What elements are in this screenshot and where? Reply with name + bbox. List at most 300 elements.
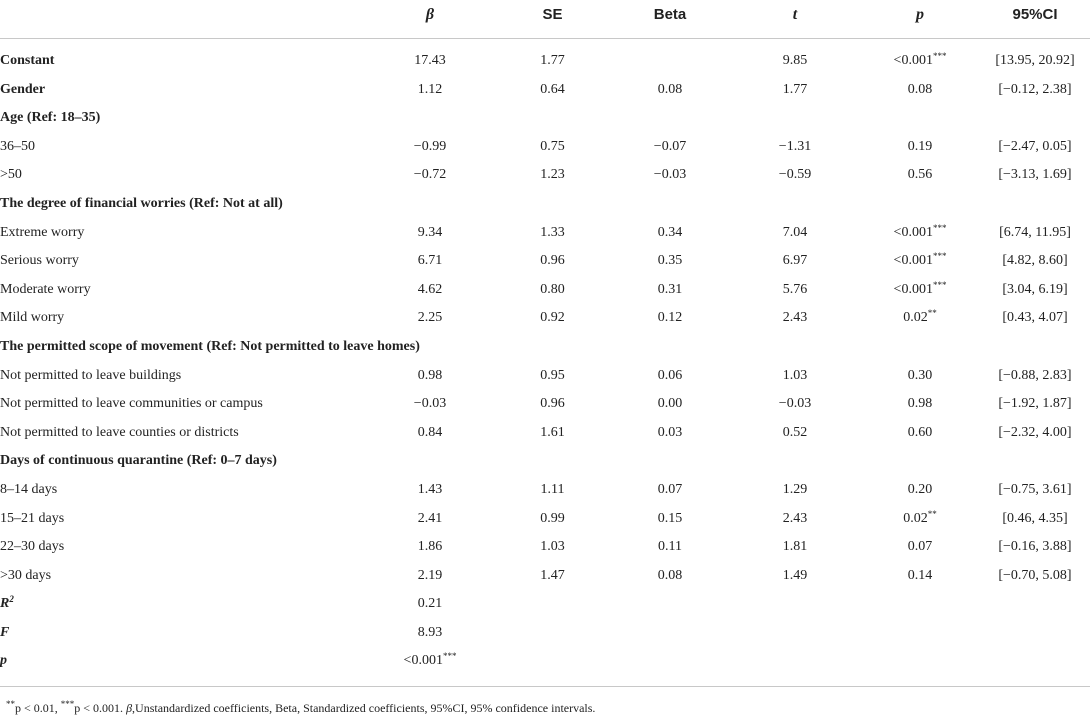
- table-row: [0, 419, 1090, 448]
- significance-stars: ***: [932, 222, 947, 233]
- cell-beta-std-value: 0.34: [657, 224, 683, 240]
- cell-se: [495, 161, 610, 190]
- table-row: [0, 562, 1090, 591]
- cell-p: [860, 276, 980, 305]
- cell-p: [860, 76, 980, 105]
- cell-p: [860, 219, 980, 248]
- cell-ci-value: [−0.88, 2.83]: [998, 367, 1072, 383]
- row-label-text: Mild worry: [0, 310, 65, 326]
- cell-t: [730, 476, 860, 505]
- cell-beta-unstd: [365, 619, 495, 648]
- cell-beta-std: [610, 590, 730, 619]
- cell-se: [495, 133, 610, 162]
- cell-p-value: 0.08: [907, 81, 933, 97]
- cell-p: [860, 505, 980, 534]
- cell-t: [730, 419, 860, 448]
- row-label: [0, 476, 365, 505]
- cell-t-value: 0.52: [782, 424, 808, 440]
- cell-t-value: 6.97: [782, 253, 808, 269]
- row-label: [0, 39, 365, 76]
- row-label: [0, 161, 365, 190]
- cell-beta-std: [610, 304, 730, 333]
- cell-se-value: 1.61: [540, 424, 565, 440]
- cell-t: [730, 505, 860, 534]
- cell-p-value: 0.60: [907, 424, 933, 440]
- cell-t: [730, 39, 860, 76]
- cell-ci: [980, 247, 1090, 276]
- cell-beta-std: [610, 104, 730, 133]
- cell-t-value: 5.76: [782, 281, 808, 297]
- cell-beta-std-value: −0.07: [653, 138, 687, 154]
- header-se: SE: [495, 0, 610, 39]
- cell-ci: [980, 619, 1090, 648]
- cell-se: [495, 647, 610, 686]
- cell-ci-value: [−0.12, 2.38]: [998, 81, 1072, 97]
- cell-ci-value: [−0.16, 3.88]: [998, 539, 1072, 555]
- cell-p: [860, 447, 980, 476]
- cell-t-value: 1.29: [782, 481, 808, 497]
- cell-beta-std: [610, 447, 730, 476]
- significance-stars: ***: [932, 251, 947, 262]
- cell-t-value: −0.03: [778, 396, 812, 412]
- table-row: [0, 76, 1090, 105]
- cell-ci: [980, 304, 1090, 333]
- cell-t-value: 9.85: [782, 53, 808, 68]
- cell-beta-unstd-value: 0.21: [417, 596, 443, 612]
- cell-p: [860, 419, 980, 448]
- table-row: [0, 505, 1090, 534]
- cell-p: [860, 161, 980, 190]
- table-row: [0, 476, 1090, 505]
- cell-se: [495, 590, 610, 619]
- row-label-text: Age (Ref: 18–35): [0, 110, 101, 126]
- cell-ci-value: [13.95, 20.92]: [995, 53, 1075, 68]
- cell-ci-value: [−2.47, 0.05]: [998, 138, 1072, 154]
- cell-beta-std: [610, 247, 730, 276]
- cell-p: [860, 247, 980, 276]
- cell-beta-unstd: [365, 190, 495, 219]
- header-variable: [0, 0, 365, 39]
- cell-se-value: 1.11: [540, 481, 565, 497]
- cell-ci: [980, 104, 1090, 133]
- cell-ci-value: [4.82, 8.60]: [1002, 253, 1068, 269]
- cell-se: [495, 533, 610, 562]
- table-row: [0, 104, 1090, 133]
- cell-se-value: 0.96: [540, 253, 565, 269]
- row-label-text: The degree of financial worries (Ref: Not at all): [0, 195, 283, 211]
- cell-ci: [980, 590, 1090, 619]
- cell-ci-value: [0.43, 4.07]: [1002, 310, 1068, 326]
- cell-beta-std: [610, 333, 730, 362]
- table-row: [0, 39, 1090, 76]
- cell-ci: [980, 447, 1090, 476]
- table-row: [0, 647, 1090, 686]
- cell-se-value: 1.03: [540, 539, 565, 555]
- cell-beta-std: [610, 419, 730, 448]
- cell-p-value: 0.98: [907, 396, 933, 412]
- cell-p-value: <0.001: [893, 281, 933, 297]
- cell-ci: [980, 276, 1090, 305]
- cell-se-value: 0.99: [540, 510, 565, 526]
- table-row: [0, 619, 1090, 648]
- cell-beta-unstd-value: <0.001: [403, 653, 443, 669]
- cell-t: [730, 247, 860, 276]
- table-row: [0, 362, 1090, 391]
- row-label-text: Not permitted to leave communities or campus: [0, 396, 263, 412]
- cell-beta-std-value: 0.31: [657, 281, 683, 297]
- row-label-text: Moderate worry: [0, 281, 91, 297]
- cell-ci: [980, 476, 1090, 505]
- table-header-row: [0, 0, 1090, 39]
- table-row: [0, 533, 1090, 562]
- cell-se: [495, 619, 610, 648]
- cell-beta-std: [610, 161, 730, 190]
- cell-beta-unstd: [365, 390, 495, 419]
- cell-beta-unstd: [365, 533, 495, 562]
- cell-beta-unstd-value: 4.62: [417, 281, 443, 297]
- row-label: [0, 219, 365, 248]
- cell-se-value: 0.75: [540, 138, 565, 154]
- cell-se-value: 0.92: [540, 310, 565, 326]
- row-label: [0, 304, 365, 333]
- row-label-text: 22–30 days: [0, 539, 65, 555]
- cell-se-value: 0.95: [540, 367, 565, 383]
- cell-se: [495, 104, 610, 133]
- cell-beta-std: [610, 619, 730, 648]
- cell-t: [730, 190, 860, 219]
- cell-p: [860, 333, 980, 362]
- table-row: [0, 247, 1090, 276]
- cell-p: [860, 390, 980, 419]
- cell-beta-std-value: 0.07: [657, 481, 683, 497]
- cell-beta-unstd-value: 9.34: [417, 224, 443, 240]
- cell-se: [495, 219, 610, 248]
- cell-t: [730, 219, 860, 248]
- table-row: [0, 133, 1090, 162]
- cell-ci: [980, 333, 1090, 362]
- header-ci: 95%CI: [980, 0, 1090, 39]
- cell-beta-unstd: [365, 219, 495, 248]
- footnote-part2: p < 0.001.: [74, 701, 127, 715]
- cell-se-value: 0.96: [540, 396, 565, 412]
- cell-se: [495, 247, 610, 276]
- cell-ci-value: [−2.32, 4.00]: [998, 424, 1072, 440]
- cell-beta-unstd: [365, 104, 495, 133]
- cell-t: [730, 590, 860, 619]
- cell-t: [730, 133, 860, 162]
- cell-beta-std: [610, 476, 730, 505]
- cell-beta-unstd-value: 1.86: [417, 539, 443, 555]
- cell-beta-unstd: [365, 247, 495, 276]
- cell-t-value: −0.59: [778, 167, 812, 183]
- cell-ci: [980, 362, 1090, 391]
- cell-p: [860, 104, 980, 133]
- row-label: [0, 647, 365, 686]
- cell-p: [860, 476, 980, 505]
- cell-p: [860, 647, 980, 686]
- cell-p: [860, 562, 980, 591]
- cell-p: [860, 190, 980, 219]
- row-label: [0, 390, 365, 419]
- cell-beta-std-value: 0.11: [658, 539, 682, 555]
- cell-t: [730, 647, 860, 686]
- cell-se-value: 0.80: [540, 281, 565, 297]
- row-label: [0, 362, 365, 391]
- cell-beta-unstd-value: 8.93: [417, 624, 443, 640]
- cell-beta-unstd: [365, 76, 495, 105]
- row-label: [0, 247, 365, 276]
- table-row: [0, 333, 1090, 362]
- cell-t-value: 1.81: [782, 539, 808, 555]
- row-label-text: Serious worry: [0, 253, 79, 269]
- cell-p: [860, 619, 980, 648]
- cell-ci: [980, 190, 1090, 219]
- cell-t: [730, 390, 860, 419]
- cell-ci: [980, 647, 1090, 686]
- cell-se: [495, 447, 610, 476]
- cell-beta-std: [610, 647, 730, 686]
- cell-t-value: 1.77: [782, 81, 808, 97]
- cell-ci: [980, 76, 1090, 105]
- cell-p: [860, 533, 980, 562]
- table-row: [0, 390, 1090, 419]
- cell-beta-unstd: [365, 562, 495, 591]
- cell-beta-unstd-value: 0.98: [417, 367, 443, 383]
- cell-ci: [980, 219, 1090, 248]
- cell-beta-unstd: [365, 133, 495, 162]
- row-label-text: F: [0, 624, 10, 640]
- cell-beta-unstd-value: 0.84: [417, 424, 443, 440]
- row-label: [0, 133, 365, 162]
- cell-beta-unstd-value: 2.41: [417, 510, 443, 526]
- cell-se: [495, 190, 610, 219]
- cell-beta-std-value: 0.12: [657, 310, 683, 326]
- row-label-text: Not permitted to leave buildings: [0, 367, 182, 383]
- header-beta-unstd: β: [365, 0, 495, 39]
- cell-se: [495, 390, 610, 419]
- row-label: [0, 619, 365, 648]
- cell-ci-value: [−0.75, 3.61]: [998, 481, 1072, 497]
- cell-beta-unstd: [365, 276, 495, 305]
- cell-beta-std-value: 0.00: [657, 396, 683, 412]
- cell-p-value: <0.001: [893, 253, 933, 269]
- cell-beta-unstd: [365, 647, 495, 686]
- cell-ci: [980, 562, 1090, 591]
- table-row: [0, 304, 1090, 333]
- cell-beta-std: [610, 133, 730, 162]
- cell-ci: [980, 505, 1090, 534]
- cell-beta-unstd-value: 6.71: [417, 253, 443, 269]
- row-label-text: Extreme worry: [0, 224, 85, 240]
- cell-beta-unstd-value: 1.12: [417, 81, 443, 97]
- cell-beta-std: [610, 276, 730, 305]
- cell-beta-std-value: 0.08: [657, 567, 683, 583]
- cell-t-value: −1.31: [778, 138, 812, 154]
- row-label-superscript: 2: [9, 594, 14, 605]
- header-p: p: [860, 0, 980, 39]
- cell-beta-unstd: [365, 590, 495, 619]
- cell-t-value: 7.04: [782, 224, 808, 240]
- cell-beta-std: [610, 505, 730, 534]
- cell-ci: [980, 39, 1090, 76]
- cell-se: [495, 505, 610, 534]
- cell-t-value: 1.03: [782, 367, 808, 383]
- cell-t: [730, 161, 860, 190]
- cell-t: [730, 333, 860, 362]
- cell-beta-std-value: 0.06: [657, 367, 683, 383]
- row-label-text: The permitted scope of movement (Ref: Not permitted to leave homes): [0, 338, 420, 354]
- cell-t: [730, 104, 860, 133]
- row-label: [0, 447, 365, 476]
- cell-ci: [980, 161, 1090, 190]
- cell-beta-std: [610, 562, 730, 591]
- cell-se-value: 0.64: [540, 81, 565, 97]
- row-label: [0, 505, 365, 534]
- table-row: [0, 276, 1090, 305]
- cell-beta-std: [610, 390, 730, 419]
- row-label: [0, 104, 365, 133]
- row-label: [0, 276, 365, 305]
- significance-stars: **: [927, 508, 937, 519]
- cell-se: [495, 333, 610, 362]
- significance-stars: **: [927, 308, 937, 319]
- row-label-text: Gender: [0, 81, 46, 97]
- cell-p-value: <0.001: [893, 53, 933, 68]
- cell-beta-std: [610, 190, 730, 219]
- cell-t: [730, 562, 860, 591]
- table-row: [0, 447, 1090, 476]
- cell-se-value: 1.47: [540, 567, 565, 583]
- cell-t: [730, 276, 860, 305]
- cell-t: [730, 447, 860, 476]
- row-label-text: >50: [0, 167, 22, 183]
- cell-ci: [980, 533, 1090, 562]
- row-label-text: >30 days: [0, 567, 52, 583]
- cell-beta-unstd: [365, 39, 495, 76]
- cell-p: [860, 133, 980, 162]
- cell-beta-std: [610, 39, 730, 76]
- cell-p-value: 0.19: [907, 138, 933, 154]
- cell-beta-unstd-value: 1.43: [417, 481, 443, 497]
- row-label: [0, 533, 365, 562]
- row-label: [0, 562, 365, 591]
- cell-beta-unstd-value: 17.43: [414, 53, 446, 68]
- cell-t-value: 2.43: [782, 310, 808, 326]
- cell-ci-value: [−1.92, 1.87]: [998, 396, 1072, 412]
- row-label: [0, 76, 365, 105]
- cell-beta-unstd: [365, 161, 495, 190]
- cell-t: [730, 362, 860, 391]
- cell-beta-unstd-value: 2.19: [417, 567, 443, 583]
- cell-beta-unstd-value: −0.72: [413, 167, 447, 183]
- cell-se: [495, 562, 610, 591]
- row-label-text: R: [0, 596, 10, 612]
- cell-p-value: <0.001: [893, 224, 933, 240]
- cell-beta-unstd-value: −0.03: [413, 396, 447, 412]
- cell-p: [860, 304, 980, 333]
- cell-se: [495, 419, 610, 448]
- row-label-text: Days of continuous quarantine (Ref: 0–7 days): [0, 453, 277, 469]
- cell-se: [495, 39, 610, 76]
- cell-se: [495, 276, 610, 305]
- cell-t-value: 2.43: [782, 510, 808, 526]
- cell-beta-std: [610, 533, 730, 562]
- row-label: [0, 590, 365, 619]
- header-t: t: [730, 0, 860, 39]
- row-label: [0, 419, 365, 448]
- header-beta-std: Beta: [610, 0, 730, 39]
- cell-p: [860, 590, 980, 619]
- cell-beta-std-value: 0.03: [657, 424, 683, 440]
- cell-beta-unstd: [365, 304, 495, 333]
- significance-stars: ***: [932, 51, 947, 61]
- cell-beta-std-value: 0.08: [657, 81, 683, 97]
- cell-se: [495, 476, 610, 505]
- table-row: [0, 590, 1090, 619]
- cell-p-value: 0.56: [907, 167, 933, 183]
- cell-p-value: 0.14: [907, 567, 933, 583]
- row-label: [0, 190, 365, 219]
- row-label-text: p: [0, 653, 7, 669]
- cell-beta-std-value: −0.03: [653, 167, 687, 183]
- cell-p-value: 0.02: [903, 510, 928, 526]
- row-label-text: 36–50: [0, 138, 35, 154]
- table-row: [0, 219, 1090, 248]
- cell-ci: [980, 419, 1090, 448]
- cell-t-value: 1.49: [782, 567, 808, 583]
- row-label-text: Constant: [0, 53, 55, 68]
- cell-beta-std-value: 0.15: [657, 510, 683, 526]
- cell-t: [730, 619, 860, 648]
- cell-beta-std: [610, 76, 730, 105]
- cell-p-value: 0.30: [907, 367, 933, 383]
- cell-se-value: 1.33: [540, 224, 565, 240]
- row-label-text: 15–21 days: [0, 510, 65, 526]
- footnote-beta-symbol: β: [126, 701, 133, 715]
- cell-se-value: 1.77: [540, 53, 565, 68]
- row-label-text: Not permitted to leave counties or districts: [0, 424, 239, 440]
- cell-p: [860, 39, 980, 76]
- cell-ci-value: [−0.70, 5.08]: [998, 567, 1072, 583]
- cell-t: [730, 76, 860, 105]
- cell-ci: [980, 390, 1090, 419]
- cell-t: [730, 533, 860, 562]
- cell-beta-unstd: [365, 419, 495, 448]
- cell-se: [495, 76, 610, 105]
- table-row: [0, 190, 1090, 219]
- cell-beta-unstd-value: 2.25: [417, 310, 443, 326]
- cell-p-value: 0.20: [907, 481, 933, 497]
- row-label: [0, 333, 420, 362]
- significance-stars: ***: [442, 651, 457, 662]
- cell-ci-value: [3.04, 6.19]: [1002, 281, 1068, 297]
- cell-p: [860, 362, 980, 391]
- cell-p-value: 0.02: [903, 310, 928, 326]
- cell-se: [495, 304, 610, 333]
- table-footnote: [6, 701, 595, 716]
- cell-beta-unstd: [365, 447, 495, 476]
- cell-beta-std-value: 0.35: [657, 253, 683, 269]
- cell-ci-value: [6.74, 11.95]: [999, 224, 1071, 240]
- cell-beta-unstd: [365, 505, 495, 534]
- cell-se-value: 1.23: [540, 167, 565, 183]
- row-label-text: 8–14 days: [0, 481, 58, 497]
- cell-p-value: 0.07: [907, 539, 933, 555]
- footnote-sup-double: **: [6, 699, 15, 709]
- cell-beta-unstd: [365, 476, 495, 505]
- cell-t: [730, 304, 860, 333]
- cell-beta-unstd-value: −0.99: [413, 138, 447, 154]
